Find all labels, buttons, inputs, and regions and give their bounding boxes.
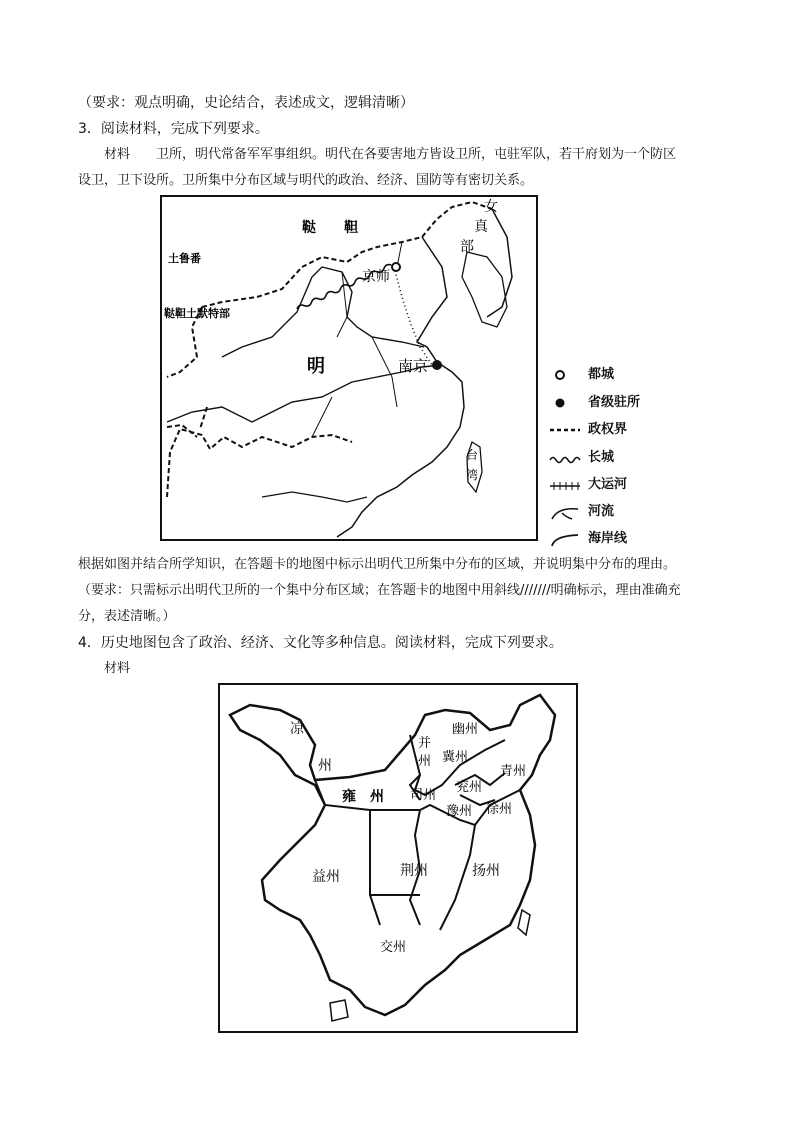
label-tatar: 鞑 靼 [302, 220, 358, 236]
capital-beijing-marker [392, 263, 400, 271]
legend-great-wall: 长城 [548, 448, 688, 470]
q3-requirement-line-1: （要求：只需标示出明代卫所的一个集中分布区域；在答题卡的地图中用斜线///////明确标示，理由准确充 [78, 583, 681, 598]
question-3-title: 3．阅读材料，完成下列要求。 [78, 121, 269, 137]
zhou-outer-outline [230, 695, 555, 1015]
label-jingshi: 京师 [362, 269, 390, 285]
river-icon [548, 505, 582, 521]
q3-requirement-line-2: 分，表述清晰。） [78, 609, 176, 624]
zhou-provinces-map [218, 683, 578, 1033]
grand-canal-icon [548, 478, 582, 492]
label-nvzhen-3: 部 [460, 239, 474, 255]
legend-provincial-seat: 省级驻所 [548, 393, 688, 415]
boundary-icon [548, 423, 582, 437]
ming-boundary-line [167, 202, 492, 497]
hainan-island [330, 1000, 348, 1021]
taiwan-outline [518, 910, 530, 935]
q3-task: 根据如图并结合所学知识，在答题卡的地图中标示出明代卫所集中分布的区域，并说明集中分布的理由。 [78, 557, 677, 572]
label-ji: 冀州 [442, 750, 469, 765]
ming-map-drawing [162, 197, 536, 539]
label-xu: 徐州 [486, 802, 513, 817]
label-taiwan-2: 湾 [466, 468, 479, 482]
grand-canal-line [394, 267, 432, 365]
label-jing: 荆州 [400, 863, 428, 879]
label-tulufan: 土鲁番 [168, 252, 201, 265]
question-4-title: 4．历史地图包含了政治、经济、文化等多种信息。阅读材料，完成下列要求。 [78, 635, 563, 651]
coastline-icon [548, 532, 582, 548]
label-qing: 青州 [500, 764, 527, 779]
label-bing: 并 [418, 736, 432, 751]
legend-capital: 都城 [548, 365, 688, 387]
label-yi: 益州 [312, 869, 340, 885]
q3-material-line-1: 材料 卫所，明代常备军军事组织。明代在各要害地方皆设卫所，屯驻军队，若干府划为一个防区 [104, 147, 677, 162]
capital-icon [548, 368, 578, 382]
zhou-map-drawing [220, 685, 576, 1031]
great-wall-icon [548, 451, 582, 465]
label-bing-zhou: 州 [418, 754, 432, 769]
provincial-seat-icon [548, 396, 578, 410]
korea-peninsula [462, 252, 507, 327]
legend-grand-canal: 大运河 [548, 475, 688, 497]
label-nanjing: 南京 [398, 357, 429, 375]
label-yu: 豫州 [446, 804, 473, 819]
legend-coastline: 海岸线 [548, 529, 688, 551]
pearl-river [262, 492, 367, 502]
label-yong: 雍 州 [342, 789, 384, 805]
label-taiwan-1: 台 [466, 448, 479, 462]
label-liang: 凉 [290, 721, 304, 737]
yellow-river [222, 267, 424, 357]
label-liang-zhou: 州 [318, 758, 332, 774]
requirement-note: （要求：观点明确，史论结合，表述成文，逻辑清晰） [78, 95, 414, 111]
label-you: 幽州 [452, 722, 479, 737]
label-nvzhen-1: 女 [484, 199, 498, 215]
label-nvzhen-2: 真 [474, 219, 488, 235]
label-yang: 扬州 [472, 863, 500, 879]
label-yan: 兖州 [456, 780, 483, 795]
q4-material-label: 材料 [104, 661, 131, 676]
nanjing-marker [432, 360, 442, 370]
label-jiao: 交州 [380, 940, 407, 955]
q3-material-line-2: 设卫，卫下设所。卫所集中分布区域与明代的政治、经济、国防等有密切关系。 [78, 173, 534, 188]
label-wala: 鞑靼土默特部 [164, 307, 230, 320]
legend-boundary: 政权界 [548, 420, 688, 442]
legend-river: 河流 [548, 502, 688, 524]
ming-dynasty-map [160, 195, 538, 541]
label-ming: 明 [307, 356, 325, 377]
label-si: 司州 [410, 788, 437, 803]
